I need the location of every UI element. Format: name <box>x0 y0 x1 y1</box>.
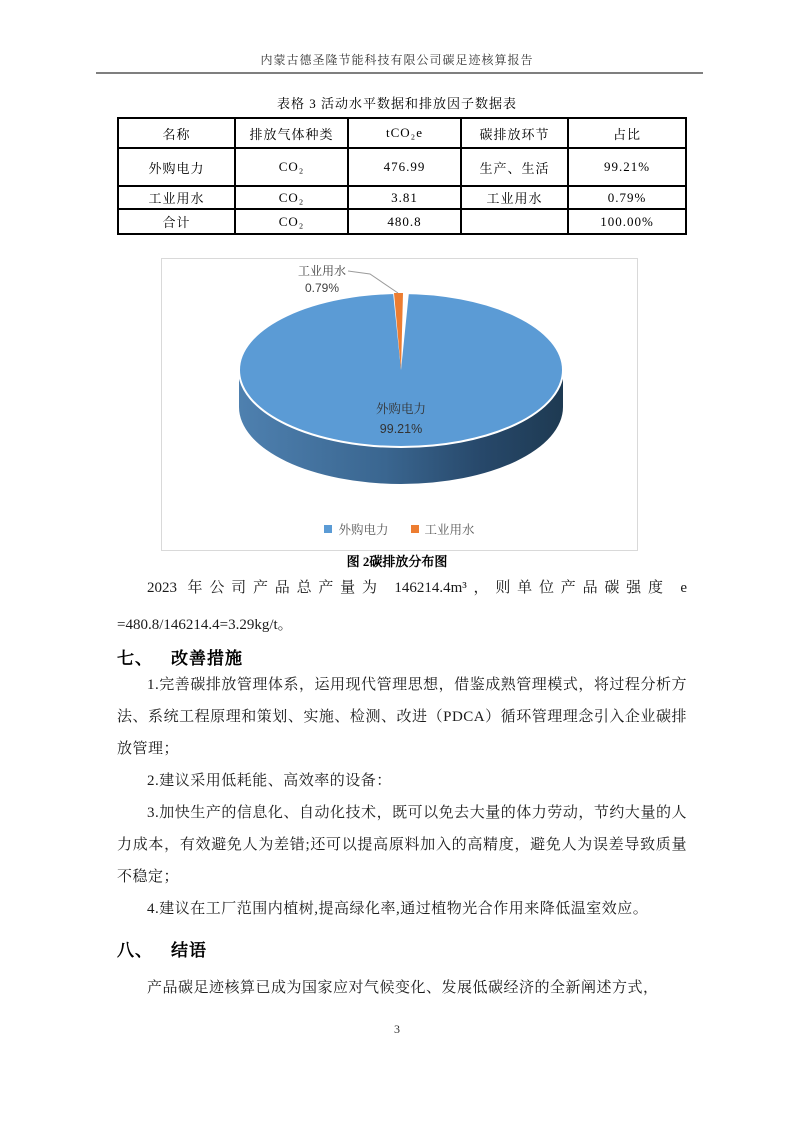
cell-share: 0.79% <box>568 186 686 209</box>
col-header-tco2e: tCO₂e <box>348 118 461 148</box>
cell-share: 99.21% <box>568 148 686 186</box>
measure-item-2: 2.建议采用低耗能、高效率的设备： <box>147 773 392 789</box>
cell-stage: 工业用水 <box>461 186 568 209</box>
legend-swatch-electricity <box>324 525 332 533</box>
production-paragraph-line2: =480.8/146214.4=3.29kg/t。 <box>117 617 293 633</box>
legend-swatch-water <box>411 525 419 533</box>
section-heading-conclusion <box>117 936 207 961</box>
legend-label-electricity: 外购电力 <box>338 523 389 537</box>
callout-label: 工业用水 <box>297 264 346 278</box>
measure-item-1: 1.完善碳排放管理体系，运用现代管理思想，借鉴成熟管理模式，将过程分析方法、系统工程原理和策划、实施、检测、改进（PDCA）循环管理理念引入企业碳排放管理； <box>117 677 687 757</box>
table-row-total <box>118 209 686 234</box>
cell-tco2e: 480.8 <box>348 209 461 234</box>
cell-gas: CO₂ <box>235 148 348 186</box>
conclusion-paragraph: 产品碳足迹核算已成为国家应对气候变化、发展低碳经济的全新阐述方式， <box>147 980 659 996</box>
measure-item-4: 4.建议在工厂范围内植树,提高绿化率,通过植物光合作用来降低温室效应。 <box>147 901 649 917</box>
pie-label-value: 99.21% <box>379 422 423 436</box>
col-header-name: 名称 <box>118 118 235 148</box>
cell-share: 100.00% <box>568 209 686 234</box>
col-header-emission-stage: 碳排放环节 <box>461 118 568 148</box>
page-number: 3 <box>394 1022 400 1036</box>
section-heading-improvement <box>117 644 243 669</box>
improvement-measures <box>117 669 687 925</box>
cell-tco2e: 476.99 <box>348 148 461 186</box>
chart-legend <box>162 520 637 538</box>
measure-item-3: 3.加快生产的信息化、自动化技术，既可以免去大量的体力劳动，节约大量的人力成本，有效避免人为差错;还可以提高原料加入的高精度，避免人为误差导致质量不稳定； <box>117 805 687 885</box>
legend-label-water: 工业用水 <box>424 523 475 537</box>
cell-name: 工业用水 <box>118 186 235 209</box>
figure-caption: 图 2碳排放分布图 <box>346 554 448 569</box>
cell-tco2e: 3.81 <box>348 186 461 209</box>
section-number: 八、 <box>117 941 153 960</box>
table-header-row <box>118 118 686 148</box>
cell-gas: CO₂ <box>235 209 348 234</box>
emission-data-table <box>117 117 687 235</box>
pie-chart-area <box>161 258 638 551</box>
table-row <box>118 186 686 209</box>
cell-name: 外购电力 <box>118 148 235 186</box>
col-header-gas-type: 排放气体种类 <box>235 118 348 148</box>
table-caption: 表格 3 活动水平数据和排放因子数据表 <box>276 96 517 111</box>
section-title: 改善措施 <box>171 649 243 668</box>
pie-label-name: 外购电力 <box>375 402 426 416</box>
pie-label-electricity <box>326 399 476 439</box>
legend-item-electricity <box>324 520 388 538</box>
pie-callout-water <box>272 263 372 297</box>
cell-gas: CO₂ <box>235 186 348 209</box>
table-row <box>118 148 686 186</box>
page-header-title: 内蒙古德圣隆节能科技有限公司碳足迹核算报告 <box>260 53 534 67</box>
section-number: 七、 <box>117 649 153 668</box>
callout-value: 0.79% <box>304 281 340 295</box>
cell-name: 合计 <box>118 209 235 234</box>
legend-item-water <box>411 520 475 538</box>
cell-stage: 生产、生活 <box>461 148 568 186</box>
production-paragraph-line1: 2023 年公司产品总产量为 146214.4m³，则单位产品碳强度 e <box>147 580 687 596</box>
cell-stage <box>461 209 568 234</box>
section-title: 结语 <box>171 941 207 960</box>
header-divider <box>96 72 703 74</box>
col-header-share: 占比 <box>568 118 686 148</box>
